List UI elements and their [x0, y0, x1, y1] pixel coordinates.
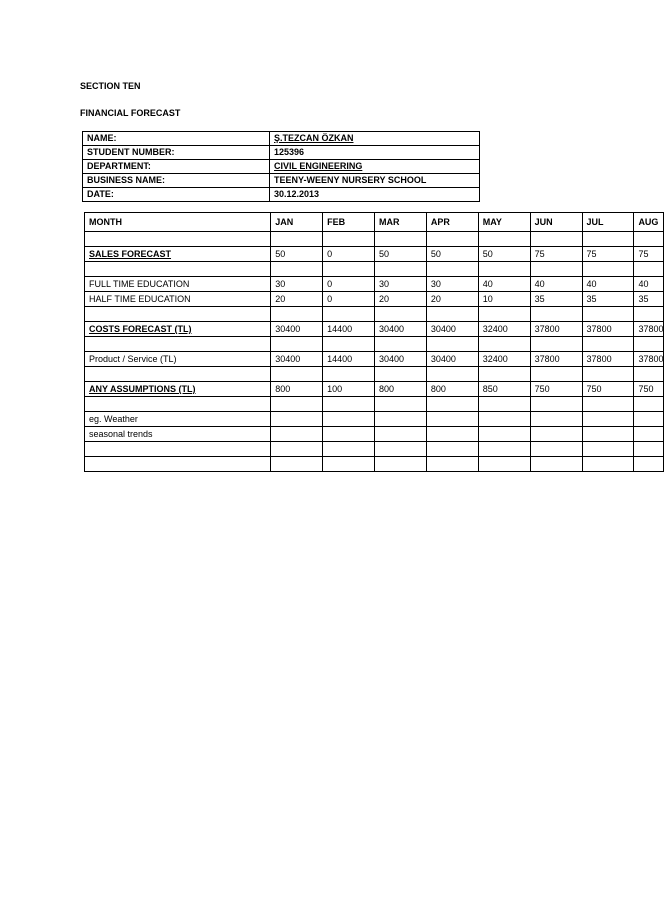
spacer-row-cell: [271, 337, 323, 352]
spacer-row-cell: [323, 337, 375, 352]
spacer-row-cell: [478, 367, 530, 382]
spacer-row-cell: [634, 397, 664, 412]
product-service-row: [85, 352, 664, 367]
spacer-row: [85, 307, 664, 322]
costs-forecast-row: [85, 322, 664, 337]
sales-forecast-row-cell: 0: [323, 247, 375, 262]
spacer-row-cell: [426, 442, 478, 457]
note-row: [85, 427, 664, 442]
note-row-cell: [634, 427, 664, 442]
spacer-row-cell: [582, 337, 634, 352]
note-row: [85, 412, 664, 427]
spacer-row-cell: [374, 442, 426, 457]
spacer-row-cell: [582, 232, 634, 247]
half-time-education-row-cell: 20: [426, 292, 478, 307]
spacer-row-cell: [271, 442, 323, 457]
spacer-row: [85, 367, 664, 382]
spacer-row-cell: [634, 442, 664, 457]
spacer-row-cell: [582, 262, 634, 277]
spacer-row-cell: [323, 457, 375, 472]
month-header-row-cell: JUN: [530, 213, 582, 232]
forecast-table-container: [84, 212, 664, 472]
info-value-date: 30.12.2013: [270, 188, 480, 202]
note-row-cell: [634, 412, 664, 427]
spacer-row-cell: [634, 232, 664, 247]
costs-forecast-row-cell: 37800: [634, 322, 664, 337]
info-row-department: [83, 160, 480, 174]
sales-forecast-row-cell: 50: [374, 247, 426, 262]
sales-forecast-row-cell: 75: [530, 247, 582, 262]
spacer-row-cell: [271, 307, 323, 322]
spacer-row-cell: [426, 367, 478, 382]
month-header-row-cell: APR: [426, 213, 478, 232]
costs-forecast-row-cell: 32400: [478, 322, 530, 337]
spacer-row-cell: [426, 262, 478, 277]
full-time-education-row-cell: 30: [374, 277, 426, 292]
spacer-row: [85, 337, 664, 352]
sales-forecast-row-cell: 50: [478, 247, 530, 262]
note-row-cell: [530, 427, 582, 442]
section-subtitle: FINANCIAL FORECAST: [80, 108, 181, 118]
half-time-education-row-cell: 0: [323, 292, 375, 307]
costs-forecast-row-cell: 30400: [374, 322, 426, 337]
note-row-cell: [374, 412, 426, 427]
spacer-row-label: [85, 337, 271, 352]
spacer-row-cell: [634, 262, 664, 277]
spacer-row-cell: [582, 367, 634, 382]
assumptions-row-cell: 800: [426, 382, 478, 397]
spacer-row-label: [85, 232, 271, 247]
costs-forecast-row-cell: 14400: [323, 322, 375, 337]
full-time-education-row-cell: 40: [634, 277, 664, 292]
full-time-education-row-cell: 40: [582, 277, 634, 292]
month-header-row-cell: JAN: [271, 213, 323, 232]
spacer-row-cell: [271, 232, 323, 247]
info-value-department: CIVIL ENGINEERING: [270, 160, 480, 174]
assumptions-row-cell: 800: [374, 382, 426, 397]
info-label-department: DEPARTMENT:: [83, 160, 270, 174]
spacer-row-cell: [530, 232, 582, 247]
half-time-education-row-cell: 10: [478, 292, 530, 307]
assumptions-row: [85, 382, 664, 397]
assumptions-row-cell: 750: [634, 382, 664, 397]
assumptions-row-cell: 800: [271, 382, 323, 397]
spacer-row-cell: [582, 397, 634, 412]
product-service-row-cell: 30400: [426, 352, 478, 367]
sales-forecast-row-cell: 50: [426, 247, 478, 262]
half-time-education-row-cell: 35: [530, 292, 582, 307]
student-info-table: [82, 131, 480, 202]
spacer-row-cell: [530, 442, 582, 457]
sales-forecast-row-cell: 50: [271, 247, 323, 262]
sales-forecast-row-cell: 75: [582, 247, 634, 262]
spacer-row-label: [85, 457, 271, 472]
month-header-row-label: MONTH: [85, 213, 271, 232]
info-row-business-name: [83, 174, 480, 188]
spacer-row-cell: [374, 457, 426, 472]
spacer-row-cell: [478, 307, 530, 322]
assumptions-row-cell: 850: [478, 382, 530, 397]
note-row-cell: [426, 412, 478, 427]
note-row-cell: [582, 427, 634, 442]
spacer-row-cell: [323, 397, 375, 412]
spacer-row-cell: [323, 307, 375, 322]
spacer-row-label: [85, 262, 271, 277]
spacer-row-cell: [374, 337, 426, 352]
spacer-row-cell: [634, 367, 664, 382]
note-row-cell: [271, 412, 323, 427]
full-time-education-row-label: FULL TIME EDUCATION: [85, 277, 271, 292]
costs-forecast-row-cell: 30400: [271, 322, 323, 337]
spacer-row: [85, 442, 664, 457]
spacer-row-cell: [374, 232, 426, 247]
spacer-row-cell: [426, 232, 478, 247]
spacer-row-cell: [323, 442, 375, 457]
note-row-cell: [478, 427, 530, 442]
half-time-education-row-cell: 35: [634, 292, 664, 307]
full-time-education-row-cell: 0: [323, 277, 375, 292]
spacer-row-cell: [426, 337, 478, 352]
assumptions-row-label: ANY ASSUMPTIONS (TL): [85, 382, 271, 397]
spacer-row-cell: [271, 397, 323, 412]
spacer-row-cell: [374, 397, 426, 412]
costs-forecast-row-cell: 37800: [530, 322, 582, 337]
note-row-cell: [323, 427, 375, 442]
sales-forecast-row: [85, 247, 664, 262]
spacer-row-cell: [374, 307, 426, 322]
spacer-row-cell: [530, 307, 582, 322]
spacer-row-cell: [582, 307, 634, 322]
half-time-education-row-cell: 20: [271, 292, 323, 307]
product-service-row-cell: 32400: [478, 352, 530, 367]
spacer-row-cell: [530, 367, 582, 382]
spacer-row: [85, 262, 664, 277]
full-time-education-row-cell: 40: [478, 277, 530, 292]
note-row-cell: [271, 427, 323, 442]
note-row-cell: [426, 427, 478, 442]
info-value-name: Ş.TEZCAN ÖZKAN: [270, 132, 480, 146]
spacer-row-cell: [323, 367, 375, 382]
product-service-row-cell: 30400: [374, 352, 426, 367]
spacer-row: [85, 457, 664, 472]
spacer-row-cell: [426, 307, 478, 322]
spacer-row-label: [85, 442, 271, 457]
info-row-date: [83, 188, 480, 202]
info-label-name: NAME:: [83, 132, 270, 146]
full-time-education-row-cell: 30: [271, 277, 323, 292]
product-service-row-cell: 37800: [530, 352, 582, 367]
spacer-row-cell: [582, 457, 634, 472]
spacer-row-cell: [530, 397, 582, 412]
product-service-row-cell: 14400: [323, 352, 375, 367]
info-label-business-name: BUSINESS NAME:: [83, 174, 270, 188]
month-header-row-cell: MAR: [374, 213, 426, 232]
product-service-row-cell: 37800: [634, 352, 664, 367]
costs-forecast-row-cell: 37800: [582, 322, 634, 337]
note-row-cell: [374, 427, 426, 442]
assumptions-row-cell: 750: [582, 382, 634, 397]
info-row-name: [83, 132, 480, 146]
spacer-row-label: [85, 367, 271, 382]
sales-forecast-row-cell: 75: [634, 247, 664, 262]
half-time-education-row-label: HALF TIME EDUCATION: [85, 292, 271, 307]
note-row-label: seasonal trends: [85, 427, 271, 442]
full-time-education-row-cell: 30: [426, 277, 478, 292]
spacer-row-cell: [271, 262, 323, 277]
info-value-student-number: 125396: [270, 146, 480, 160]
spacer-row-cell: [634, 457, 664, 472]
product-service-row-cell: 30400: [271, 352, 323, 367]
note-row-label: eg. Weather: [85, 412, 271, 427]
spacer-row: [85, 397, 664, 412]
note-row-cell: [478, 412, 530, 427]
spacer-row-cell: [478, 232, 530, 247]
full-time-education-row: [85, 277, 664, 292]
product-service-row-label: Product / Service (TL): [85, 352, 271, 367]
info-row-student-number: [83, 146, 480, 160]
assumptions-row-cell: 750: [530, 382, 582, 397]
half-time-education-row-cell: 20: [374, 292, 426, 307]
spacer-row-cell: [634, 337, 664, 352]
spacer-row-cell: [323, 232, 375, 247]
spacer-row-cell: [478, 337, 530, 352]
spacer-row-cell: [478, 262, 530, 277]
spacer-row-cell: [271, 367, 323, 382]
info-label-student-number: STUDENT NUMBER:: [83, 146, 270, 160]
section-title: SECTION TEN: [80, 81, 141, 91]
financial-forecast-table: [84, 212, 664, 472]
spacer-row-cell: [634, 307, 664, 322]
info-value-business-name: TEENY-WEENY NURSERY SCHOOL: [270, 174, 480, 188]
spacer-row-cell: [374, 262, 426, 277]
spacer-row-cell: [426, 397, 478, 412]
spacer-row-cell: [426, 457, 478, 472]
month-header-row-cell: JUL: [582, 213, 634, 232]
spacer-row-cell: [478, 442, 530, 457]
spacer-row-label: [85, 307, 271, 322]
info-label-date: DATE:: [83, 188, 270, 202]
spacer-row-cell: [582, 442, 634, 457]
assumptions-row-cell: 100: [323, 382, 375, 397]
spacer-row-cell: [530, 262, 582, 277]
spacer-row-cell: [323, 262, 375, 277]
costs-forecast-row-cell: 30400: [426, 322, 478, 337]
spacer-row-cell: [478, 397, 530, 412]
spacer-row-cell: [530, 457, 582, 472]
product-service-row-cell: 37800: [582, 352, 634, 367]
note-row-cell: [323, 412, 375, 427]
spacer-row-cell: [374, 367, 426, 382]
spacer-row: [85, 232, 664, 247]
sales-forecast-row-label: SALES FORECAST: [85, 247, 271, 262]
spacer-row-cell: [478, 457, 530, 472]
costs-forecast-row-label: COSTS FORECAST (TL): [85, 322, 271, 337]
half-time-education-row: [85, 292, 664, 307]
spacer-row-label: [85, 397, 271, 412]
note-row-cell: [582, 412, 634, 427]
spacer-row-cell: [271, 457, 323, 472]
month-header-row: [85, 213, 664, 232]
full-time-education-row-cell: 40: [530, 277, 582, 292]
month-header-row-cell: AUG: [634, 213, 664, 232]
spacer-row-cell: [530, 337, 582, 352]
month-header-row-cell: FEB: [323, 213, 375, 232]
month-header-row-cell: MAY: [478, 213, 530, 232]
note-row-cell: [530, 412, 582, 427]
half-time-education-row-cell: 35: [582, 292, 634, 307]
